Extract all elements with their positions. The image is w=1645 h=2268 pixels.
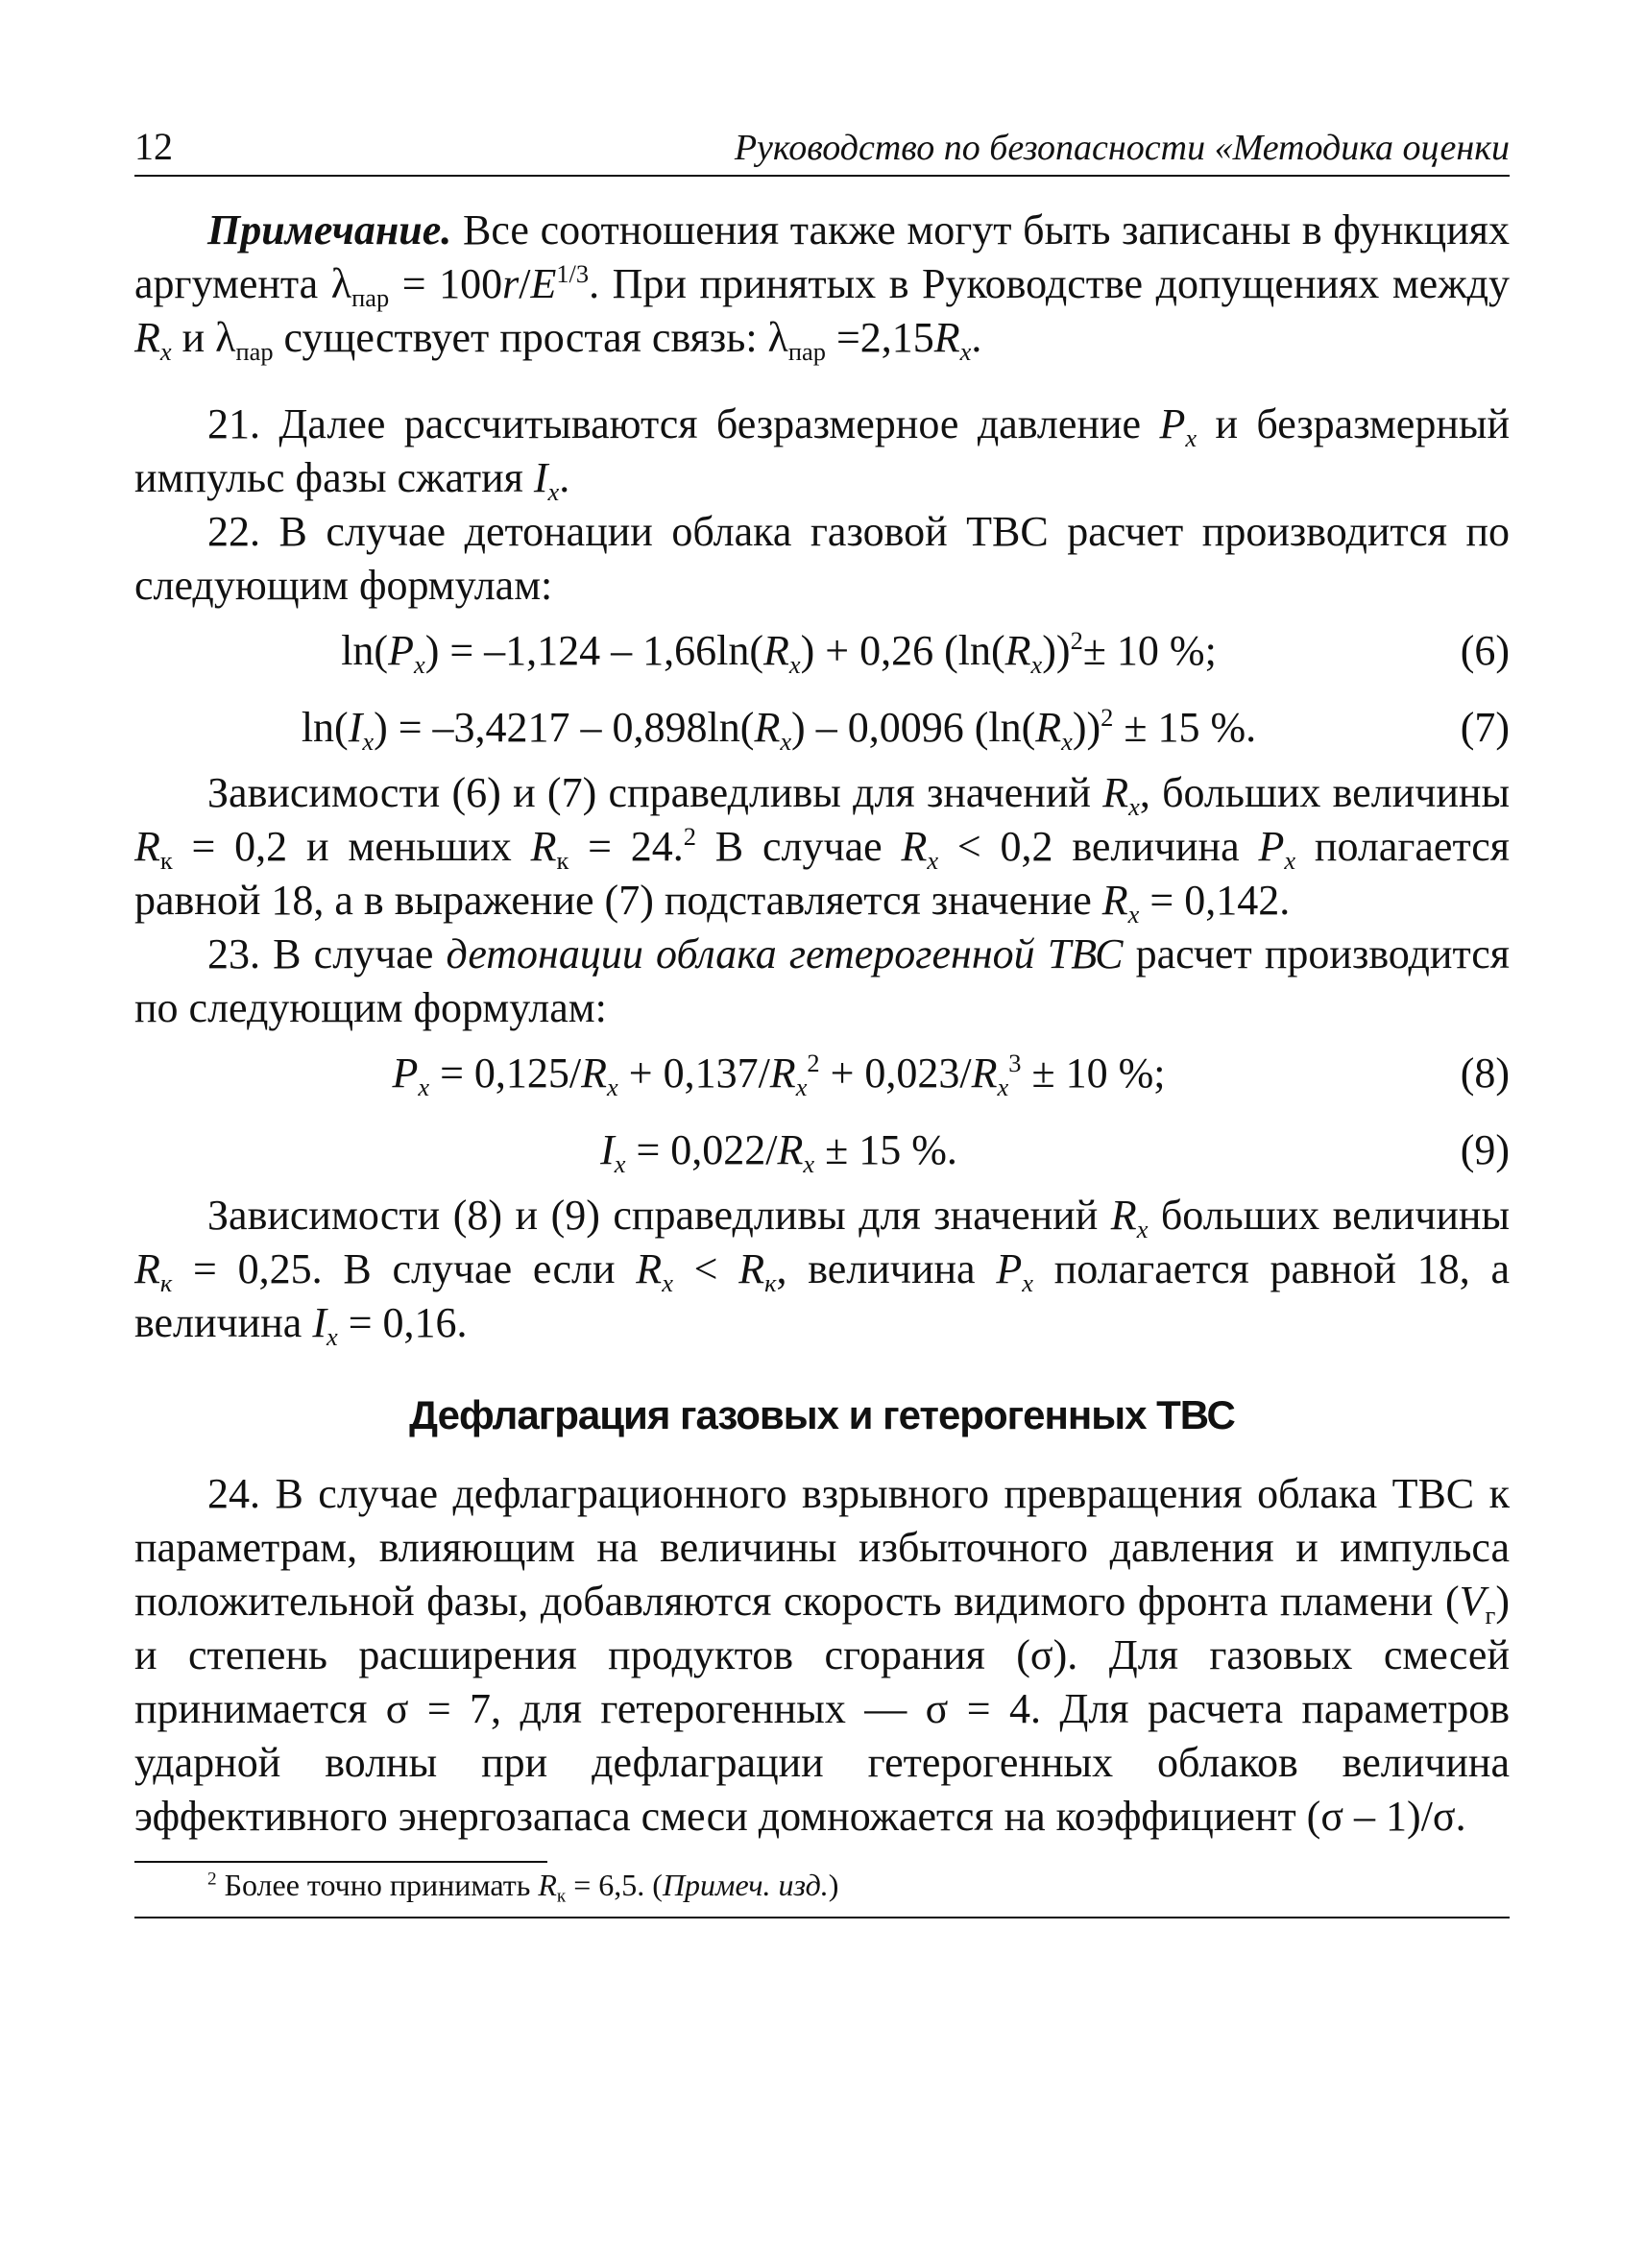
equation-number: (6) (1460, 627, 1510, 674)
emphasis: детонации облака гетерогенной ТВС (446, 930, 1124, 977)
note-paragraph: Примечание. Все соотношения также могут быть записаны в функциях аргумента $\lambda_{пар} = 100r/E^{1/3}$. При принятых в Руководстве допущениях между $R_x$ и $\lambda_{пар}$ существует простая связь: $\lambda_{пар} =2,15R_x$. (134, 206, 1510, 367)
running-header (134, 115, 1510, 177)
footnote: $^2$ Более точно принимать $R_к = 6,5$. (Примеч. изд.) (207, 1868, 839, 1907)
equation-6: $\ln(P_x) = -1,124 - 1,66\ln(R_x) + 0,26$ $(\ln(R_x))^2\pm 10$ %; (6) (134, 613, 1510, 689)
running-title: Руководство по безопасности «Методика оценки (734, 128, 1510, 168)
equation-8: $P_x = 0,125/R_x + 0,137/R_x^2 + 0,023/R_x^3 \pm 10$ %; (8) (134, 1035, 1510, 1112)
page-number: 12 (134, 125, 173, 168)
equation-number: (8) (1460, 1050, 1510, 1097)
paragraph-dependencies-8-9: Зависимости (8) и (9) справедливы для значений $R_x$ больших величины $R_к = 0,25$. В случае если $R_x < R_к$, величина $P_x$ полагается равной 18, а величина $I_x = 0,16$. (134, 1192, 1511, 1352)
paragraph-23: 23. В случае детонации облака гетерогенной ТВС расчет производится по следующим формулам: (134, 930, 1510, 1031)
document-page (134, 115, 1510, 1918)
paragraph-21: 21. Далее рассчитываются безразмерное давление $P_x$ и безразмерный импульс фазы сжатия $I_x$. (134, 400, 1510, 507)
paragraph-dependencies-6-7: Зависимости (6) и (7) справедливы для значений $R_x$, больших величины $R_к = 0,2$ и меньших $R_к = 24.^2$ В случае $R_x < 0,2$ величина $P_x$ полагается равной 18, а в выражение (7) подставляется значение $R_x = 0,142$. (134, 769, 1511, 929)
equation-number: (9) (1460, 1126, 1510, 1173)
page-body (134, 204, 1510, 1918)
paragraph-22: 22. В случае детонации облака газовой ТВС расчет производится по следующим формулам: (134, 508, 1510, 609)
note-label: Примечание. (207, 206, 452, 253)
bottom-divider (134, 1917, 1510, 1918)
equation-7: $\ln(I_x) = -3,4217 - 0,898\ln(R_x) - 0,0096$ $(\ln(R_x))^2 \pm 15$ %. (7) (134, 689, 1510, 766)
equation-9: $I_x = 0,022/R_x \pm 15$ %. (9) (134, 1112, 1510, 1189)
footnote-reference: 2 (683, 822, 696, 852)
equation-number: (7) (1460, 704, 1510, 751)
section-heading: Дефлаграция газовых и гетерогенных ТВС (409, 1392, 1235, 1437)
paragraph-24: 24. В случае дефлаграционного взрывного превращения облака ТВС к параметрам, влияющим на величины избыточного давления и импульса положительной фазы, добавляются скорость видимого фронта пламени $(V_г)$ и степень расширения продуктов сгорания (σ). Для газовых смесей принимается σ = 7, для гетерогенных — σ = 4. Для расчета параметров ударной волны при дефлаграции гетерогенных облаков величина эффективного энергозапаса смеси домножается на коэффициент (σ – 1)/σ. (134, 1470, 1510, 1840)
